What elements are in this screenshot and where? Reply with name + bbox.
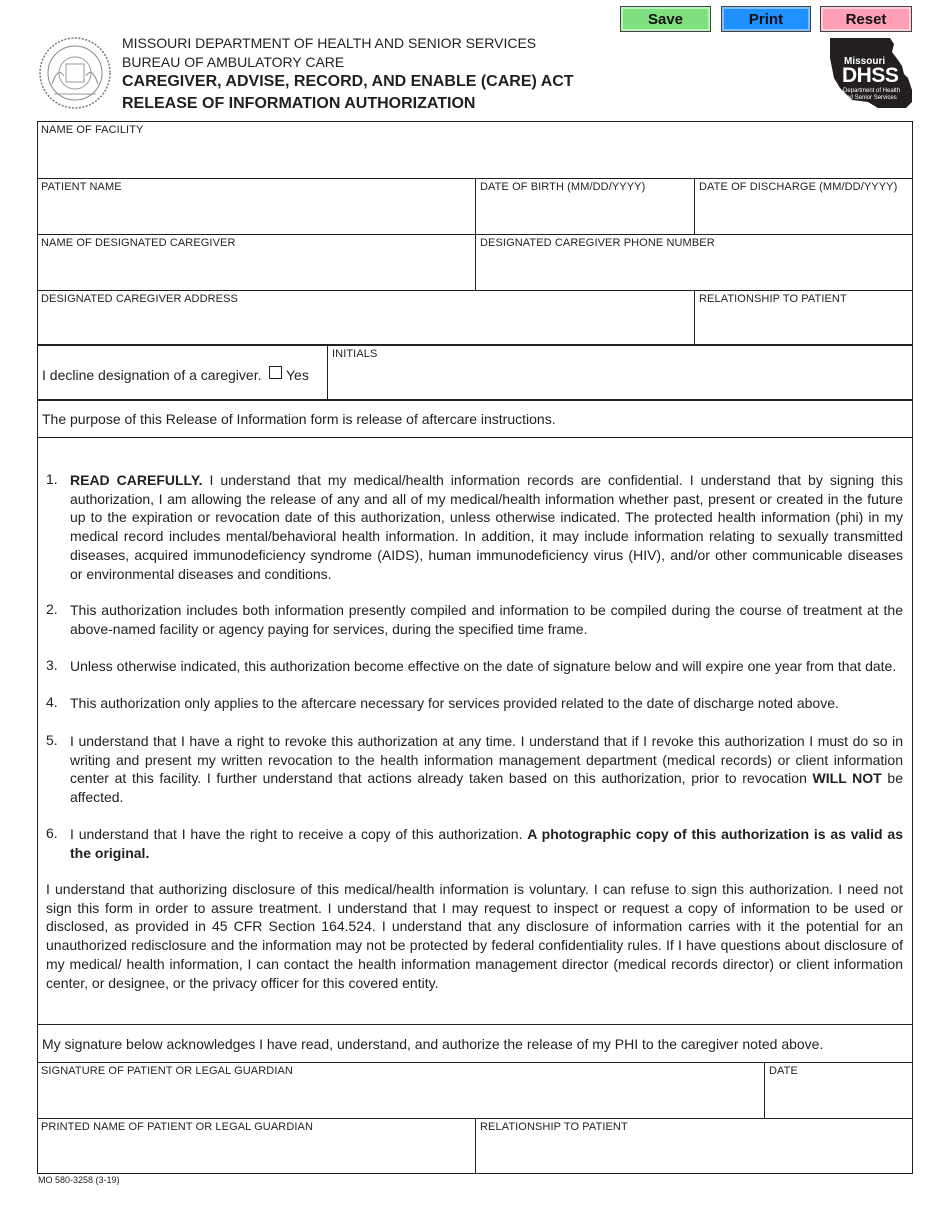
relationship2-cell [475, 1118, 913, 1174]
initials-input[interactable] [328, 362, 913, 400]
dob-input[interactable] [476, 195, 694, 234]
dob-label: DATE OF BIRTH (MM/DD/YYYY) [480, 181, 646, 193]
item-6-number: 6. [46, 825, 58, 841]
item-5-body: I understand that I have a right to revoke this authorization at any time. I understand that if I revoke this authorization I must do so in writing and present my written revocation to the health information management department (medical records) or client information center at this facility. I further understand that actions already taken based on this authorization, prior to revocation [70, 733, 903, 787]
date-input[interactable] [765, 1079, 913, 1118]
patient-name-input[interactable] [37, 195, 475, 234]
item-5-bold: WILL NOT [812, 770, 882, 787]
divider-3 [37, 437, 913, 438]
facility-input[interactable] [37, 138, 913, 178]
patient-name-cell [37, 178, 475, 234]
item-3-text: Unless otherwise indicated, this authorization become effective on the date of signature below and will expire one year from that date. [70, 658, 897, 674]
logo-state: Missouri [844, 56, 886, 67]
decline-label: I decline designation of a caregiver. [42, 367, 262, 383]
caregiver-address-input[interactable] [37, 307, 694, 345]
item-4-number: 4. [46, 694, 58, 710]
printed-name-cell [37, 1118, 475, 1174]
decline-cell [37, 346, 327, 400]
caregiver-phone-label: DESIGNATED CAREGIVER PHONE NUMBER [480, 237, 715, 249]
caregiver-address-cell [37, 290, 694, 345]
print-button[interactable]: Print [721, 6, 811, 32]
item-5-tail: be affected. [70, 770, 904, 806]
save-button[interactable]: Save [620, 6, 711, 32]
facility-label: NAME OF FACILITY [41, 124, 144, 136]
patient-name-label: PATIENT NAME [41, 181, 122, 193]
printed-name-label: PRINTED NAME OF PATIENT OR LEGAL GUARDIAN [41, 1121, 314, 1133]
bureau-name: BUREAU OF AMBULATORY CARE [122, 54, 345, 70]
facility-cell [37, 121, 913, 178]
purpose-text: The purpose of this Release of Information form is release of aftercare instructions. [42, 411, 556, 427]
relationship-input[interactable] [695, 307, 913, 345]
date-label: DATE [769, 1065, 798, 1077]
divider-4 [37, 1024, 913, 1025]
form-subtitle: RELEASE OF INFORMATION AUTHORIZATION [122, 95, 476, 112]
item-3-number: 3. [46, 657, 58, 673]
decline-yes-label: Yes [286, 367, 309, 383]
discharge-cell [694, 178, 913, 234]
item-6-bold: A photographic copy of this authorization is as valid as the original. [70, 826, 903, 861]
relationship2-label: RELATIONSHIP TO PATIENT [480, 1121, 628, 1133]
printed-name-input[interactable] [37, 1135, 475, 1174]
item-2-number: 2. [46, 601, 58, 617]
item-6-body: I understand that I have the right to receive a copy of this authorization. [70, 826, 528, 842]
relationship-cell [694, 290, 913, 345]
item-1-number: 1. [46, 471, 58, 487]
date-cell [764, 1062, 913, 1118]
signature-input[interactable] [37, 1079, 764, 1118]
item-2-text: This authorization includes both information presently compiled and information to be compiled during the course of treatment at the above-named facility or agency paying for services, during the specified time frame. [70, 602, 903, 637]
relationship-label: RELATIONSHIP TO PATIENT [699, 293, 847, 305]
state-seal-icon [38, 36, 112, 110]
closing-paragraph: I understand that authorizing disclosure of this medical/health information is voluntary. I can refuse to sign this authorization. I need not sign this form in order to assure treatment. I understand that I may request to inspect or request a copy of information to be used or disclosed, as provided in 45 CFR Section 164.524. I understand that any disclosure of information carries with it the potential for an unauthorized redisclosure and the information may not be protected by federal confidentiality rules. If I have questions about disclosure of my medical/ health information, I can contact the health information management director (medical records director) or client information center, or designee, or the privacy officer for this covered entity. [46, 881, 903, 991]
caregiver-address-label: DESIGNATED CAREGIVER ADDRESS [41, 293, 238, 305]
caregiver-phone-cell [475, 234, 913, 290]
signature-label: SIGNATURE OF PATIENT OR LEGAL GUARDIAN [41, 1065, 293, 1077]
initials-cell [327, 346, 913, 400]
item-5-text [70, 732, 903, 807]
item-1-body: I understand that my medical/health information records are confidential. I understand that by signing this authorization, I am allowing the release of any and all of my medical/health information whether past, present or created in the future up to the expiration or revocation date of this authorization, unless otherwise indicated. The protected health information (phi) in my medical record includes mental/behavioral health information. In addition, it may include information relating to sexually transmitted diseases, acquired immunodeficiency syndrome (AIDS), human immunodeficiency virus (HIV), and/or other communicable diseases or environmental diseases and conditions. [70, 472, 904, 582]
item-1-text [70, 471, 903, 583]
reset-button[interactable]: Reset [820, 6, 912, 32]
logo-sub-1: Department of Health [843, 88, 901, 94]
relationship2-input[interactable] [476, 1135, 913, 1174]
form-id: MO 580-3258 (3-19) [38, 1175, 120, 1185]
caregiver-phone-input[interactable] [476, 251, 913, 290]
signature-cell [37, 1062, 764, 1118]
decline-yes-checkbox[interactable] [269, 366, 282, 379]
caregiver-name-cell [37, 234, 475, 290]
form-title: CAREGIVER, ADVISE, RECORD, AND ENABLE (CARE) ACT [122, 73, 574, 90]
initials-label: INITIALS [332, 348, 378, 360]
item-1-bold: READ CAREFULLY. [70, 472, 203, 488]
dob-cell [475, 178, 694, 234]
caregiver-name-label: NAME OF DESIGNATED CAREGIVER [41, 237, 236, 249]
acknowledge-text: My signature below acknowledges I have read, understand, and authorize the release of my PHI to the caregiver noted above. [42, 1036, 824, 1052]
item-5-number: 5. [46, 732, 58, 748]
logo-sub-2: and Senior Services [843, 95, 897, 101]
discharge-label: DATE OF DISCHARGE (MM/DD/YYYY) [699, 181, 898, 193]
item-4-text: This authorization only applies to the aftercare necessary for services provided related to the date of discharge noted above. [70, 695, 839, 711]
caregiver-name-input[interactable] [37, 251, 475, 290]
item-6-text [70, 825, 903, 862]
department-name: MISSOURI DEPARTMENT OF HEALTH AND SENIOR SERVICES [122, 35, 537, 51]
logo-main: DHSS [842, 64, 899, 87]
discharge-input[interactable] [695, 195, 913, 234]
dhss-logo [828, 38, 914, 110]
divider-thick-2 [37, 399, 913, 401]
